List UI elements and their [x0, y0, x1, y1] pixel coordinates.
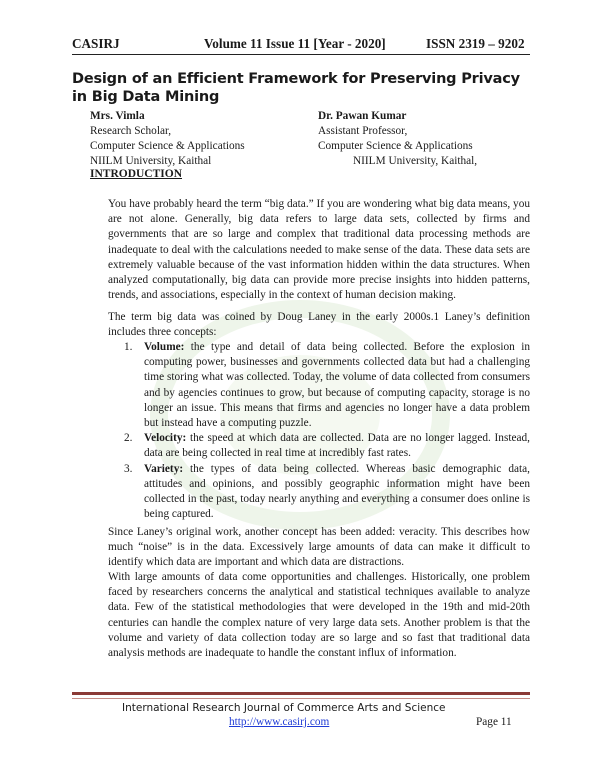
author-role: Assistant Professor,	[318, 125, 408, 137]
list-item	[124, 462, 530, 523]
footer-journal-name: International Research Journal of Commerce Arts and Science	[122, 702, 446, 714]
footer-thin-rule	[72, 698, 530, 699]
list-item-text: the speed at which data are collected. Data are no longer lagged. Instead, data are being collected in real time at incredibly fast rates.	[144, 432, 530, 460]
author-dept: Computer Science & Applications	[90, 140, 245, 152]
list-item-number: 3.	[124, 462, 133, 475]
author-name: Dr. Pawan Kumar	[318, 110, 407, 122]
paragraph-4: With large amounts of data come opportunities and challenges. Historically, one problem faced by researchers concerns the analytical and statistical techniques available to analyze data. Few of the statistical methodologies that were developed in the 19th and mid-20th centuries can handle the complex nature of very large data sets. Another problem is that the volume and variety of data collection today are so large and so fast that traditional data analysis methods are inadequate to handle the constant influx of information.	[108, 571, 530, 660]
list-item	[124, 431, 530, 461]
paper-title: Design of an Efficient Framework for Preserving Privacy in Big Data Mining	[72, 71, 520, 105]
paragraph-2: The term big data was coined by Doug Laney in the early 2000s.1 Laney’s definition includes three concepts:	[108, 311, 530, 339]
header-volume: Volume 11 Issue 11 [Year - 2020]	[204, 36, 386, 51]
author-dept: Computer Science & Applications	[318, 140, 473, 152]
author-university: NIILM University, Kaithal,	[353, 155, 478, 167]
footer-url-link[interactable]: http://www.casirj.com	[229, 716, 330, 728]
concepts-list	[124, 340, 530, 522]
list-item-term: Velocity:	[144, 432, 187, 445]
paragraph-1: You have probably heard the term “big data.” If you are wondering what big data means, you are not alone. Generally, big data refers to large data sets, collected by firms and governments that are so large and complex that traditional data processing methods are inadequate to deal with the calculations needed to make sense of the data. These data sets are extremely valuable because of the vast information hidden within the data structures. When analyzed computationally, big data can provide more precise insights into hidden patterns, trends, and associations, especially in the context of human decision making.	[108, 198, 530, 302]
footer-rule	[72, 692, 530, 695]
section-heading-introduction: INTRODUCTION	[90, 168, 183, 180]
author-block-1	[90, 109, 245, 169]
list-item	[124, 340, 530, 431]
header-rule	[72, 54, 530, 55]
paragraph-3: Since Laney’s original work, another concept has been added: veracity. This describes how much “noise” is in the data. Excessively large amounts of data can make it difficult to identify which data are important and which data are distractions.	[108, 526, 530, 569]
list-item-number: 2.	[124, 432, 133, 445]
header-issn: ISSN 2319 – 9202	[426, 36, 525, 51]
list-item-term: Variety:	[144, 462, 184, 475]
list-item-text: the types of data being collected. Whereas basic demographic data, attitudes and opinions, and possibly geographic information might have been collected in the past, today nearly anything and everything a consumer does online is being captured.	[144, 462, 530, 521]
list-item-text: the type and detail of data being collected. Before the explosion in computing power, businesses and governments collected data but had a challenging time storing what was collected. Today, the volume of data collected from consumers and by agencies continues to grow, but because of computing capacity, storage is no longer an issue. This means that firms and agencies no longer have a data problem but instead have a computing puzzle.	[144, 341, 530, 430]
author-name: Mrs. Vimla	[90, 110, 145, 122]
author-university: NIILM University, Kaithal	[90, 155, 212, 167]
list-item-number: 1.	[124, 341, 133, 353]
list-item-term: Volume:	[144, 341, 185, 353]
header-journal-short: CASIRJ	[72, 36, 120, 51]
page-number: Page 11	[476, 716, 512, 728]
author-block-2	[318, 109, 477, 169]
running-header	[72, 36, 528, 52]
author-role: Research Scholar,	[90, 125, 172, 137]
